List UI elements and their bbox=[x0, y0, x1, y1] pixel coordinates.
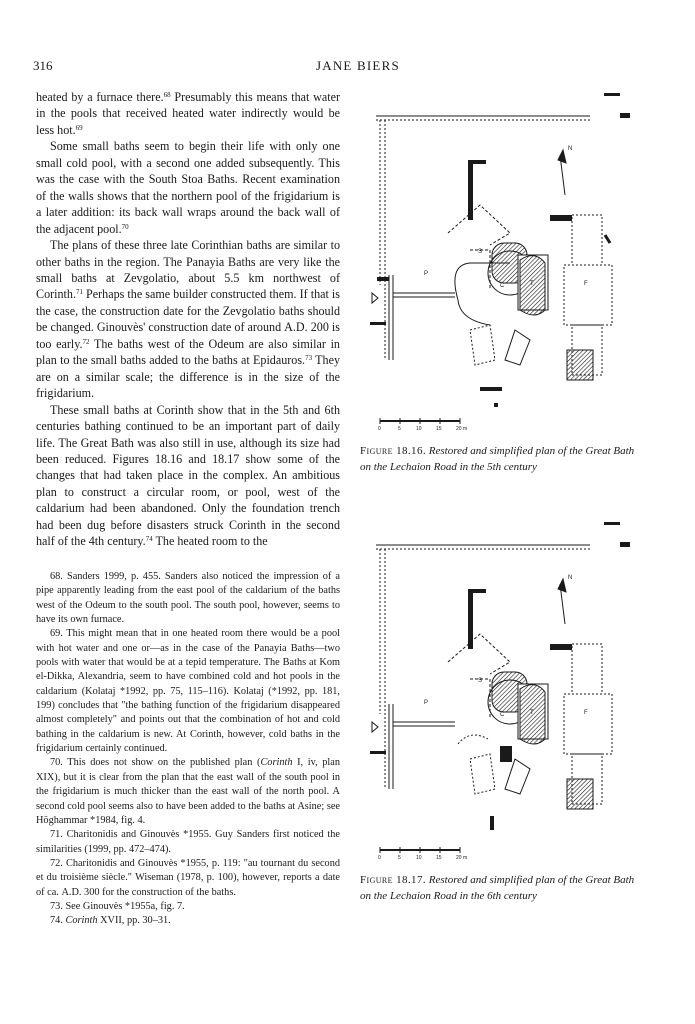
plan-label-f: F bbox=[584, 710, 588, 716]
footnotes bbox=[36, 570, 340, 929]
plan-label-s: S bbox=[478, 249, 483, 255]
paragraph-2: Some small baths seem to begin their life with only one small cold pool, with a second one added subsequently. This was the case with the South Stoa Baths. Recent examination of the walls shows that the northern pool of the frigidarium is a later addition: its back wall wraps around the back wall of the adjacent pool.$^{70}$ bbox=[36, 139, 340, 236]
plan-drawing-6th-century bbox=[360, 514, 638, 859]
scale-tick: 0 bbox=[378, 426, 381, 430]
scale-tick: 15 bbox=[436, 426, 442, 430]
paragraph-4: These small baths at Corinth show that in the 5th and 6th centuries bathing continued to be an important part of daily life. The Great Bath was also still in use, although its size had been reduced. Figures 18.16 and 18.17 show some of the changes that had taken place in the complex. An ambitious plan to construct a circular room, or pool, west of the caldarium had been abandoned. Only the foundation trench had been dug before disasters struck Corinth in the second half of the 4th century.$^{74}$ The heated room to the bbox=[36, 402, 340, 549]
footnote-70: 70. This does not show on the published plan (Corinth I, iv, plan XIX), but it is clear from the plan that the east wall of the south pool in the frigidarium is much thicker than the east wall of the north pool. A second cold pool seems also to have been added to the baths at Asine; see Höghammar *1984, fig. 4. bbox=[36, 757, 340, 826]
north-arrow-label: N bbox=[568, 575, 573, 581]
running-head-author: JANE BIERS bbox=[316, 58, 400, 73]
footnote-74: 74. Corinth XVII, pp. 30–31. bbox=[50, 915, 171, 927]
figure-18-16 bbox=[360, 85, 638, 475]
scale-tick: 10 bbox=[416, 855, 422, 859]
plan-label-f: F bbox=[584, 281, 588, 287]
figure-caption: Figure 18.17. Restored and simplified plan of the Great Bath on the Lechaion Road in the 6th century bbox=[360, 874, 635, 902]
figure-18-17 bbox=[360, 514, 638, 904]
scale-tick: 5 bbox=[398, 855, 401, 859]
footnote-69: 69. This might mean that in one heated room there would be a pool with hot water and one or—as in the case of the Panayia Baths—two pools with water that would be at a tepid temperature. The Baths at Kom el-Dikka, Alexandria, seem to have combined cold and hot pools in the caldarium (Kolataj *1992, pp. 75, 115–116). Kolataj (*1992, pp. 181, 199) concludes that "the bathing function of the frigidarium disappeared almost completely" and points out that the combination of hot and cold bathing in the caldarium is new. At Corinth, however, cold baths in the frigidarium certainly continued. bbox=[36, 628, 340, 755]
footnote-72: 72. Charitonidis and Ginouvès *1955, p. 119: "au tournant du second et du troisième siècle." Wiseman (1978, p. 100), however, reports a date of ca. A.D. 300 for the construction of the baths. bbox=[36, 857, 340, 898]
scale-tick: 15 bbox=[436, 855, 442, 859]
plan-label-t: T bbox=[530, 281, 534, 287]
footnote-71: 71. Charitonidis and Ginouvès *1955. Guy Sanders first noticed the similarities (1999, pp. 472–474). bbox=[36, 829, 340, 855]
paragraph-1: heated by a furnace there.$^{68}$ Presumably this means that water in the pools that received heated water indirectly would be less hot.$^{69}$ bbox=[36, 90, 340, 137]
north-arrow-label: N bbox=[568, 146, 573, 152]
plan-label-c: C bbox=[500, 712, 505, 718]
plan-label-p: P bbox=[424, 700, 429, 706]
scale-tick: 20 m bbox=[456, 426, 468, 430]
paragraph-3: The plans of these three late Corinthian baths are similar to other baths in the region. The Panayia Baths are very like the small baths at Zevgolatio, about 5.5 km northwest of Corinth.$^{71}$ Perhaps the same builder constructed them. If that is the case, the construction date for the Zevgolatio baths should be changed. Ginouvès' construction date of around A.D. 200 is too early.$^{72}$ The baths west of the Odeum are also similar in plan to the small baths added to the baths at Epidauros.$^{73}$ They are on a similar scale; the difference is in the size of the frigidarium. bbox=[36, 238, 341, 401]
footnote-68: 68. Sanders 1999, p. 455. Sanders also noticed the impression of a pipe apparently leading from the east pool of the caldarium of the baths west of the Odeum to the south pool. The south pool, however, seems to have its own furnace. bbox=[36, 571, 340, 626]
main-text-column bbox=[36, 89, 340, 550]
plan-label-p: P bbox=[424, 271, 429, 277]
plan-label-t: T bbox=[530, 710, 534, 716]
plan-label-s: S bbox=[478, 678, 483, 684]
scale-tick: 5 bbox=[398, 426, 401, 430]
scale-tick: 20 m bbox=[456, 855, 468, 859]
scale-tick: 10 bbox=[416, 426, 422, 430]
scale-tick: 0 bbox=[378, 855, 381, 859]
plan-label-c: C bbox=[500, 283, 505, 289]
figure-caption: Figure 18.16. Restored and simplified plan of the Great Bath on the Lechaion Road in the 5th century bbox=[360, 445, 635, 473]
page-number: 316 bbox=[33, 58, 53, 73]
footnote-73: 73. See Ginouvès *1955a, fig. 7. bbox=[50, 900, 185, 912]
plan-drawing-5th-century bbox=[360, 85, 638, 430]
